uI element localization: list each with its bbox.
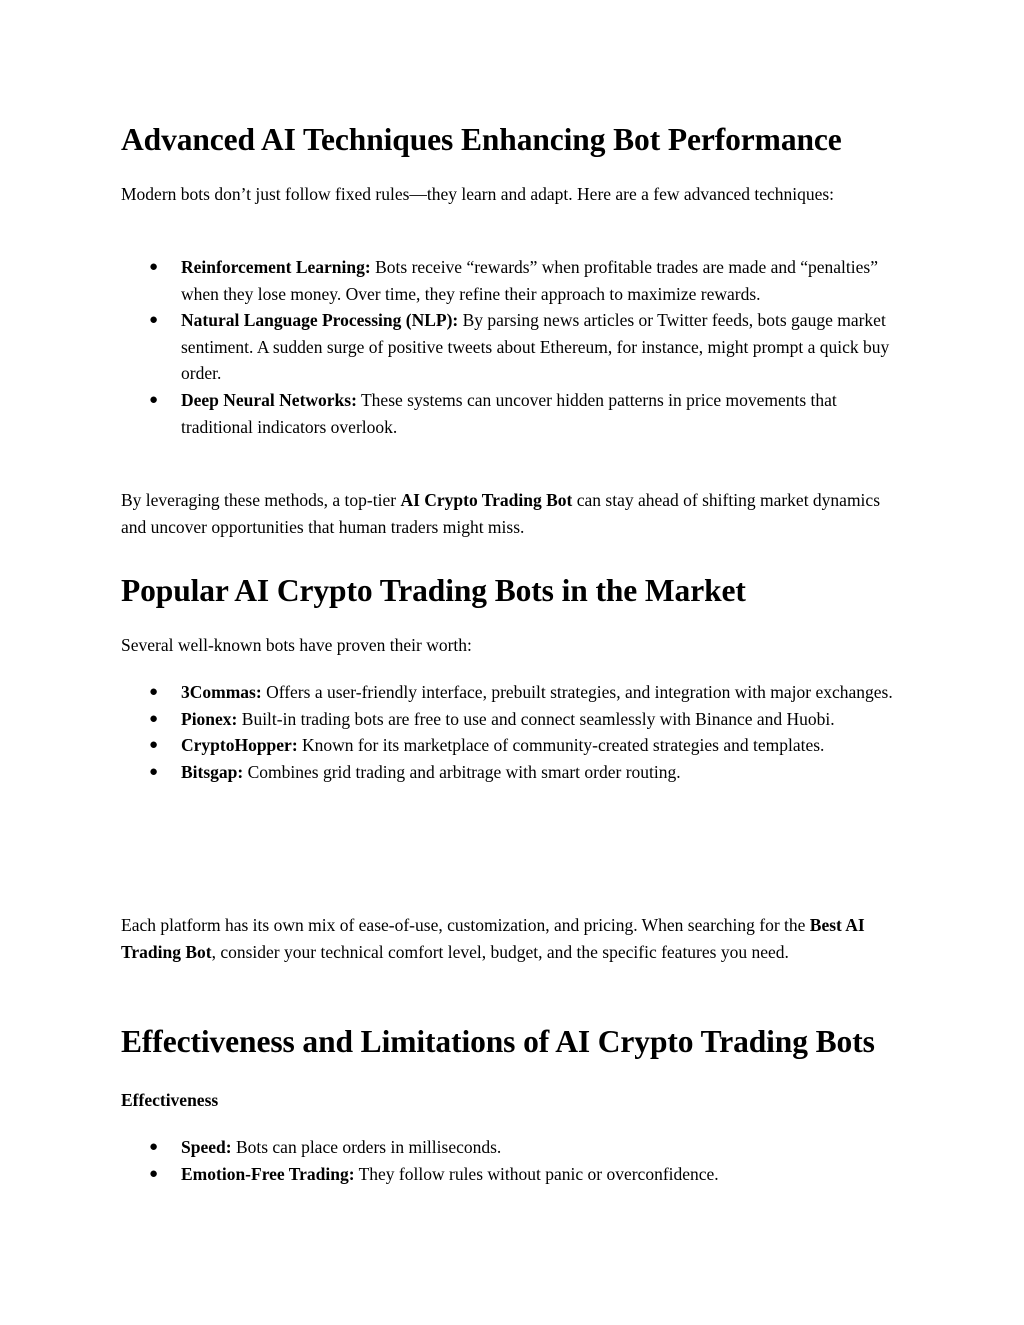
list-item-text: Bots receive “rewards” when profitable trades are made and “penalties” when they lose money. Over time, they refine their approach to maximize rewards. — [181, 257, 878, 304]
list-item-text: By parsing news articles or Twitter feeds, bots gauge market sentiment. A sudden surge of positive tweets about Ethereum, for instance, might prompt a quick buy order. — [181, 310, 890, 384]
outro-text-before: By leveraging these methods, a top-tier — [121, 490, 401, 510]
list-item-term: CryptoHopper: — [181, 735, 298, 756]
effectiveness-list — [121, 1134, 907, 1187]
list-item — [121, 1161, 907, 1188]
bullet-icon: ● — [149, 684, 159, 700]
bullet-icon: ● — [149, 710, 159, 727]
bullet-icon: ● — [149, 259, 159, 275]
list-item-text: Combines grid trading and arbitrage with smart order routing. — [243, 761, 681, 782]
list-item-text: Bots can place orders in milliseconds. — [231, 1137, 502, 1157]
section-heading-advanced-ai: Advanced AI Techniques Enhancing Bot Performance — [121, 122, 842, 157]
list-item — [121, 706, 907, 733]
paragraph-intro-techniques: Modern bots don’t just follow fixed rules—they learn and adapt. Here are a few advanced techniques: — [121, 184, 835, 204]
list-item-term: Reinforcement Learning: — [181, 257, 371, 277]
paragraph-intro-popular: Several well-known bots have proven their worth: — [121, 635, 472, 655]
list-item-text: They follow rules without panic or overconfidence. — [354, 1163, 719, 1184]
bullet-icon: ● — [149, 737, 159, 754]
list-item-term: Deep Neural Networks: — [181, 389, 357, 410]
bullet-icon: ● — [149, 1165, 159, 1182]
bullet-icon: ● — [149, 763, 159, 780]
list-item-term: Bitsgap: — [181, 761, 244, 782]
outro-text-before: Each platform has its own mix of ease-of-use, customization, and pricing. When searching for the — [121, 915, 810, 935]
section-heading-popular-bots: Popular AI Crypto Trading Bots in the Market — [121, 573, 746, 608]
bullet-icon: ● — [149, 1139, 159, 1155]
list-item-text: Known for its marketplace of community-created strategies and templates. — [297, 735, 825, 756]
bullet-icon: ● — [149, 391, 159, 408]
popular-bots-list — [121, 679, 907, 785]
list-item-term: Speed: — [181, 1137, 232, 1157]
outro-text-after: can stay ahead of shifting market dynamics and uncover opportunities that human traders might miss. — [121, 490, 880, 537]
subheading-effectiveness: Effectiveness — [121, 1090, 219, 1110]
list-item-term: Emotion-Free Trading: — [181, 1163, 355, 1184]
techniques-list — [121, 254, 907, 440]
list-item — [121, 679, 907, 706]
list-item — [121, 732, 907, 759]
outro-keyword: Best AI Trading Bot — [121, 915, 865, 962]
list-item-term: Natural Language Processing (NLP): — [181, 310, 459, 331]
list-item — [121, 307, 907, 387]
paragraph-outro-techniques — [121, 487, 907, 540]
list-item — [121, 387, 907, 440]
outro-keyword: AI Crypto Trading Bot — [400, 490, 573, 510]
list-item — [121, 1134, 907, 1161]
list-item — [121, 254, 907, 307]
outro-text-after: , consider your technical comfort level, budget, and the specific features you need. — [211, 941, 789, 962]
list-item-text: Built-in trading bots are free to use and connect seamlessly with Binance and Huobi. — [237, 708, 835, 729]
paragraph-outro-popular — [121, 912, 907, 965]
bullet-icon: ● — [149, 312, 159, 329]
list-item-text: These systems can uncover hidden patterns in price movements that traditional indicators overlook. — [181, 389, 837, 437]
list-item — [121, 759, 907, 786]
list-item-term: Pionex: — [181, 708, 238, 729]
section-heading-effectiveness-limitations: Effectiveness and Limitations of AI Crypto Trading Bots — [121, 1024, 875, 1059]
list-item-term: 3Commas: — [181, 682, 262, 702]
list-item-text: Offers a user-friendly interface, prebuilt strategies, and integration with major exchanges. — [261, 682, 893, 702]
